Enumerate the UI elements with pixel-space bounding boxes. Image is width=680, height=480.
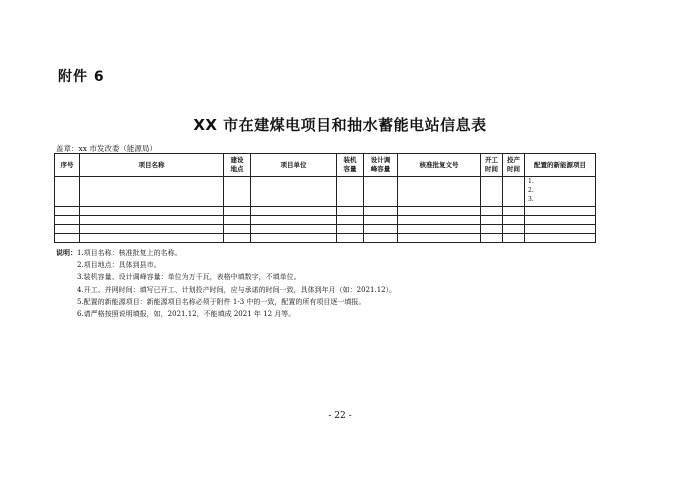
list-item: 3. — [528, 196, 534, 203]
header-start-time: 开工 时间 — [481, 154, 503, 177]
notes-section — [56, 247, 396, 320]
note-item: 3.装机容量、设计调峰容量：单位为万千瓦，表格中填数字，不填单位。 — [77, 273, 301, 282]
table-row — [55, 207, 596, 216]
table-row — [55, 177, 596, 207]
table-cell — [80, 177, 224, 207]
header-index: 序号 — [55, 154, 80, 177]
header-project-name: 项目名称 — [80, 154, 224, 177]
renewable-list-cell — [525, 177, 596, 207]
header-capacity: 装机 容量 — [337, 154, 364, 177]
table-cell — [398, 177, 481, 207]
info-table — [54, 153, 596, 243]
header-peak-capacity: 设计调 峰容量 — [364, 154, 398, 177]
stamp-line: 盖章：xx 市发改委（能源局） — [56, 144, 157, 153]
page-number: - 22 - — [328, 411, 352, 421]
table-row — [55, 225, 596, 234]
header-operation-time: 投产 时间 — [503, 154, 525, 177]
table-cell — [251, 177, 337, 207]
table-row — [55, 234, 596, 243]
header-location: 建设 地点 — [224, 154, 251, 177]
document-title: XX 市在建煤电项目和抽水蓄能电站信息表 — [193, 116, 487, 134]
list-item: 2. — [528, 187, 534, 194]
table-header-row — [55, 154, 596, 177]
table-cell — [337, 177, 364, 207]
attachment-label: 附件 6 — [58, 69, 105, 85]
table-cell — [503, 177, 525, 207]
notes-label: 说明： — [56, 249, 77, 257]
header-renewable-projects: 配置的新能源项目 — [525, 154, 596, 177]
table-row — [55, 216, 596, 225]
note-item: 6.请严格按照说明填报，如，2021.12，不能填成 2021 年 12 月等。 — [77, 310, 296, 319]
header-approval-number: 核准批复文号 — [398, 154, 481, 177]
note-item: 1.项目名称：核准批复上的名称。 — [77, 249, 182, 257]
header-project-unit: 项目单位 — [251, 154, 337, 177]
list-item: 1. — [528, 178, 534, 185]
note-item: 5.配置的新能源项目：新能源项目名称必须于附件 1-3 中的一致，配置的所有项目逐一填报。 — [77, 297, 366, 306]
note-item: 2.项目地点：具体到县市。 — [77, 261, 161, 270]
note-item: 4.开工、并网时间：填写已开工、计划投产时间，应与承诺的时间一致，具体到年月（如：2021.12）。 — [77, 285, 397, 294]
table-cell — [481, 177, 503, 207]
table-cell — [55, 177, 80, 207]
table-cell — [224, 177, 251, 207]
table-cell — [364, 177, 398, 207]
